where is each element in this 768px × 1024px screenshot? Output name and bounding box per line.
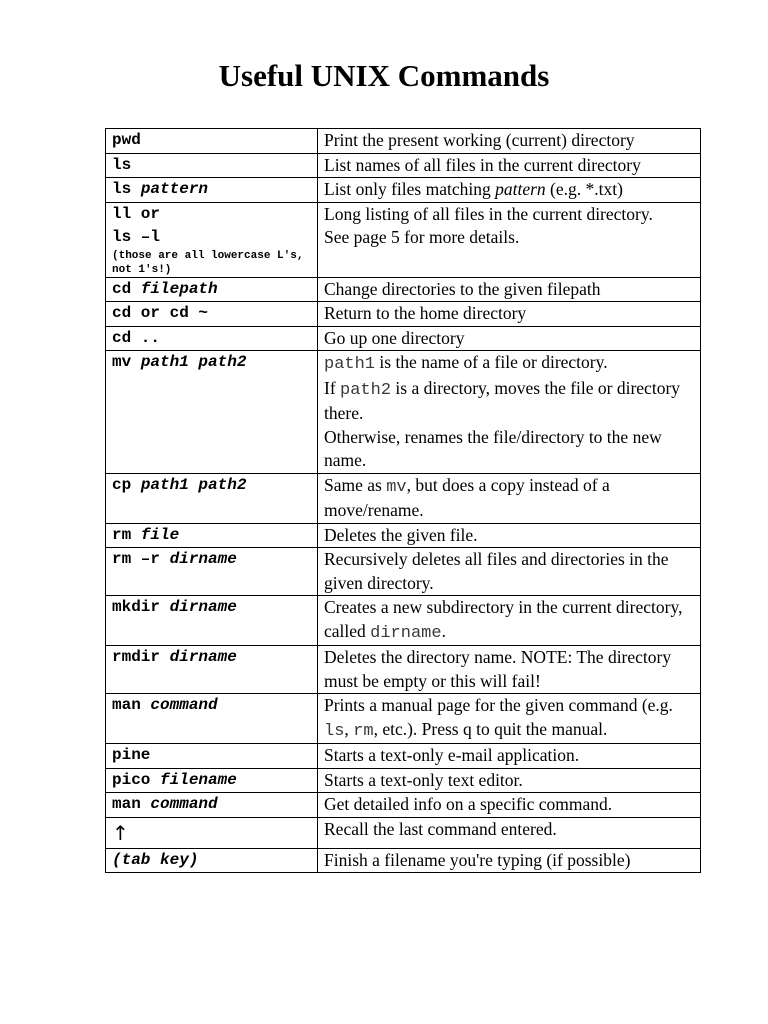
page-title: Useful UNIX Commands [218,58,550,93]
command-cell [106,302,318,327]
command-note: (those are all lowercase L's, not 1's!) [112,249,304,276]
description-text: , etc.). Press q to quit the manual. [373,718,608,739]
table-row [106,744,701,769]
command-name: man [112,795,141,813]
description-text: , [344,718,354,739]
command-cell [106,744,318,769]
command-argument: dirname [169,598,237,616]
description-cell [318,523,701,548]
command-cell [106,178,318,203]
table-row [106,473,701,523]
table-row [106,277,701,302]
command-cell [106,848,318,873]
description-cell [318,153,701,178]
command-argument: pattern [140,180,209,198]
description-text: Finish a filename you're typing (if possible) [324,849,631,870]
table-row [106,817,701,848]
description-cell [318,646,701,694]
command-name: cd .. [112,328,161,347]
command-cell [106,548,318,596]
command-cell [106,326,318,351]
description-cell [318,129,701,154]
description-cell [318,817,701,848]
command-name: mv [112,353,132,371]
command-name: ls [112,155,132,174]
description-text: (e.g. *.txt) [545,179,623,199]
table-row [106,596,701,646]
description-cell [318,326,701,351]
command-argument: dirname [169,648,237,666]
command-argument: filepath [140,279,218,298]
description-text: List names of all files in the current directory [324,154,641,175]
command-argument: command [150,795,218,813]
command-cell [106,817,318,848]
table-row [106,302,701,327]
command-name: cd [112,279,132,298]
command-cell [106,202,318,277]
description-cell [318,302,701,327]
command-name: mkdir [112,598,161,616]
description-cell [318,548,701,596]
table-row [106,793,701,818]
command-name: rm [112,525,132,544]
description-text: Otherwise, renames the file/directory to the new name. [324,426,662,470]
command-argument: filename [160,770,237,789]
description-italic: pattern [495,179,546,199]
command-argument: file [140,525,180,544]
command-name: pico [112,770,151,789]
description-cell [318,351,701,474]
description-text: If [324,377,341,398]
command-cell [106,473,318,523]
table-row [106,202,701,277]
description-cell [318,848,701,873]
table-row [106,129,701,154]
command-name: ls [112,180,132,198]
command-cell [106,277,318,302]
description-cell [318,596,701,646]
command-cell [106,153,318,178]
command-cell [106,351,318,474]
commands-table [105,128,701,873]
description-text: Creates a new subdirectory in the current directory, called [324,597,683,641]
description-text: Same as [324,474,387,495]
description-text: Recall the last command entered. [324,818,557,839]
description-text: Deletes the directory name. NOTE: The directory must be empty or this will fail! [324,647,672,691]
description-text: Deletes the given file. [324,524,478,545]
description-cell [318,793,701,818]
description-text: Prints a manual page for the given command (e.g. [324,695,673,715]
command-name: pine [112,746,151,764]
table-row [106,768,701,793]
up-arrow-icon: ↑ [112,820,129,845]
table-row [106,351,701,474]
description-cell [318,277,701,302]
table-row [106,326,701,351]
description-text: is the name of a file or directory. [375,352,608,372]
command-name: pwd [112,131,141,149]
command-name: cp [112,475,132,494]
description-cell [318,744,701,769]
description-text: Recursively deletes all files and directories in the given directory. [324,549,669,593]
description-cell [318,768,701,793]
description-text: Starts a text-only text editor. [324,769,523,790]
description-text: Change directories to the given filepath [324,278,601,299]
description-cell [318,202,701,277]
table-row [106,694,701,744]
command-name: (tab key) [112,850,199,869]
command-cell [106,793,318,818]
command-name: ls –l [112,227,161,246]
command-argument: dirname [169,550,237,568]
description-text: Get detailed info on a specific command. [324,794,613,814]
command-name: ll or [112,204,161,223]
command-argument: path1 path2 [140,475,247,494]
command-argument: path1 path2 [140,353,247,371]
inline-code: dirname [370,623,442,643]
table-row [106,153,701,178]
inline-code: mv [386,477,407,497]
table-row [106,178,701,203]
description-text: , but does a copy instead of a move/rename. [324,474,610,520]
command-cell [106,768,318,793]
table-row [106,646,701,694]
command-cell [106,596,318,646]
inline-code: rm [353,721,374,741]
table-row [106,548,701,596]
command-cell [106,646,318,694]
description-cell [318,178,701,203]
command-name: rm –r [112,550,161,568]
command-name: man [112,696,141,714]
command-name: rmdir [112,648,161,666]
command-cell [106,129,318,154]
command-name: cd or cd ~ [112,304,209,322]
description-cell [318,473,701,523]
description-text: Starts a text-only e-mail application. [324,745,580,765]
description-cell [318,694,701,744]
description-text: List only files matching [324,179,496,199]
table-row [106,848,701,873]
description-text: Long listing of all files in the current directory. [324,203,653,224]
inline-code: path1 [324,355,376,374]
description-text: . [441,620,446,641]
description-text: Go up one directory [324,327,465,348]
inline-code: ls [324,721,345,741]
description-text: is a directory, moves the file or directory there. [324,377,681,423]
description-text: Return to the home directory [324,303,527,323]
description-text: See page 5 for more details. [324,227,520,247]
description-text: Print the present working (current) directory [324,130,635,150]
command-cell [106,523,318,548]
command-cell [106,694,318,744]
command-argument: command [150,696,218,714]
table-row [106,523,701,548]
inline-code: path2 [340,380,392,400]
